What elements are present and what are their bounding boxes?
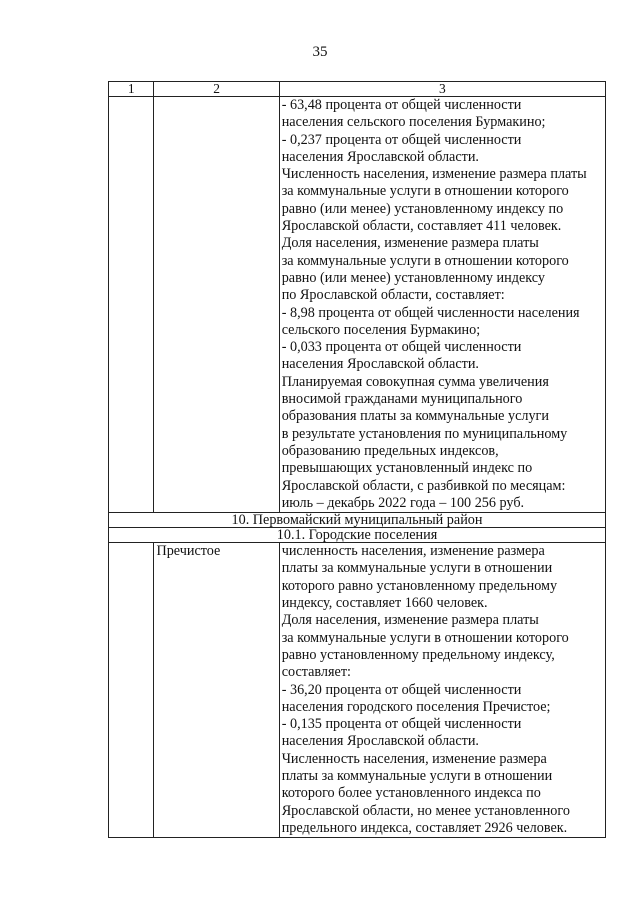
text-line: сельского поселения Бурмакино; bbox=[281, 321, 481, 338]
header-col-2: 2 bbox=[154, 82, 279, 97]
text-line: населения Ярославской области. bbox=[281, 148, 479, 165]
row1-description bbox=[279, 97, 605, 513]
header-col-3: 3 bbox=[279, 82, 605, 97]
text-line: составляет: bbox=[281, 664, 351, 681]
text-line: за коммунальные услуги в отношении которого bbox=[281, 629, 569, 646]
text-line: - 8,98 процента от общей численности населения bbox=[281, 304, 580, 321]
table-row bbox=[109, 543, 606, 838]
text-line: населения сельского поселения Бурмакино; bbox=[281, 114, 546, 131]
text-line: Доля населения, изменение размера платы bbox=[281, 612, 539, 629]
text-line: - 0,237 процента от общей численности bbox=[281, 131, 522, 148]
text-line: - 63,48 процента от общей численности bbox=[281, 97, 522, 113]
section-heading-district: 10. Первомайский муниципальный район bbox=[109, 513, 606, 528]
text-line: Ярославской области, с разбивкой по месяцам: bbox=[281, 477, 566, 494]
page-number: 35 bbox=[312, 44, 328, 60]
section-row-urban bbox=[109, 528, 606, 543]
row2-description bbox=[279, 543, 605, 838]
text-line: равно (или менее) установленному индексу bbox=[281, 269, 546, 286]
text-line: равно установленному предельному индексу, bbox=[281, 646, 555, 663]
text-line: за коммунальные услуги в отношении которого bbox=[281, 183, 569, 200]
section-row-district bbox=[109, 513, 606, 528]
row2-settlement: Пречистое bbox=[154, 543, 279, 838]
text-line: - 36,20 процента от общей численности bbox=[281, 681, 522, 698]
text-line: населения городского поселения Пречистое; bbox=[281, 698, 551, 715]
text-line: численность населения, изменение размера bbox=[281, 543, 545, 560]
text-line: равно (или менее) установленному индексу по bbox=[281, 200, 564, 217]
text-line: образования платы за коммунальные услуги bbox=[281, 408, 549, 425]
text-line: индексу, составляет 1660 человек. bbox=[281, 595, 488, 612]
text-line: платы за коммунальные услуги в отношении bbox=[281, 560, 553, 577]
text-line: Ярославской области, но менее установленного bbox=[281, 802, 570, 819]
text-line: населения Ярославской области. bbox=[281, 356, 479, 373]
row1-col1 bbox=[109, 97, 154, 513]
row1-settlement bbox=[154, 97, 279, 513]
text-line: которого более установленного индекса по bbox=[281, 785, 541, 802]
tariff-table bbox=[108, 81, 606, 838]
text-line: июль – декабрь 2022 года – 100 256 руб. bbox=[281, 494, 525, 511]
table-header-row bbox=[109, 82, 606, 97]
text-line: Планируемая совокупная сумма увеличения bbox=[281, 373, 549, 390]
text-line: Численность населения, изменение размера платы bbox=[281, 166, 587, 183]
text-line: Доля населения, изменение размера платы bbox=[281, 235, 539, 252]
text-line: образованию предельных индексов, bbox=[281, 442, 499, 459]
table-row bbox=[109, 97, 606, 513]
text-line: в результате установления по муниципальному bbox=[281, 425, 568, 442]
text-line: населения Ярославской области. bbox=[281, 733, 479, 750]
text-line: за коммунальные услуги в отношении которого bbox=[281, 252, 569, 269]
row2-col1 bbox=[109, 543, 154, 838]
text-line: - 0,033 процента от общей численности bbox=[281, 339, 522, 356]
text-line: вносимой гражданами муниципального bbox=[281, 391, 523, 408]
text-line: которого равно установленному предельному bbox=[281, 577, 558, 594]
text-line: Ярославской области, составляет 411 человек. bbox=[281, 218, 562, 235]
text-line: - 0,135 процента от общей численности bbox=[281, 716, 522, 733]
text-line: предельного индекса, составляет 2926 человек. bbox=[281, 819, 568, 836]
text-line: по Ярославской области, составляет: bbox=[281, 287, 505, 304]
section-heading-urban: 10.1. Городские поселения bbox=[109, 528, 606, 543]
text-line: превышающих установленный индекс по bbox=[281, 460, 533, 477]
text-line: платы за коммунальные услуги в отношении bbox=[281, 767, 553, 784]
header-col-1: 1 bbox=[109, 82, 154, 97]
text-line: Численность населения, изменение размера bbox=[281, 750, 547, 767]
